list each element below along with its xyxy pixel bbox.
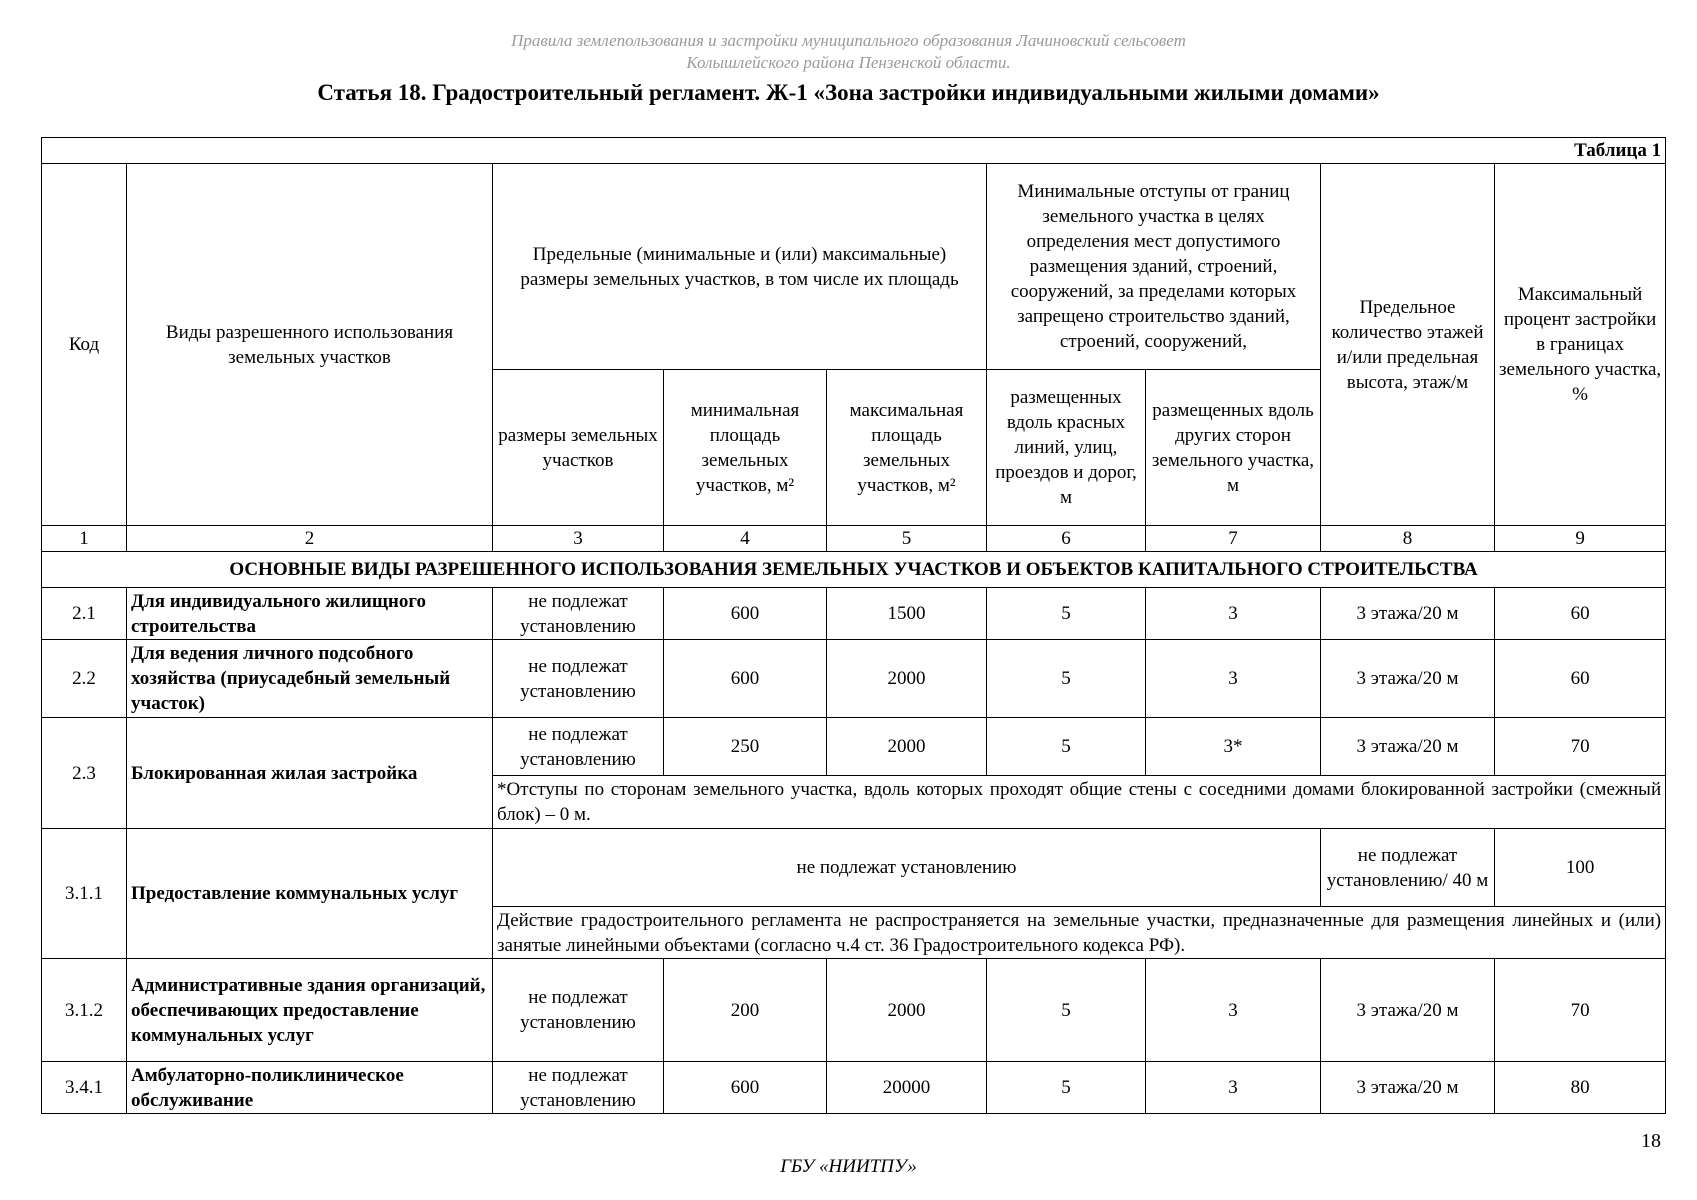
cell-code: 2.3: [42, 718, 127, 829]
cell-use: Амбулаторно-поликлиническое обслуживание: [127, 1062, 493, 1114]
col-number: 7: [1146, 526, 1321, 552]
cell-setback-red: 5: [987, 640, 1146, 718]
cell-setback-other: 3: [1146, 588, 1321, 640]
article-title: Статья 18. Градостроительный регламент. Ж-1 «Зона застройки индивидуальными жилыми домами»: [317, 80, 1380, 105]
col-number: 8: [1321, 526, 1495, 552]
cell-setback-red: 5: [987, 718, 1146, 776]
cell-setback-other: 3: [1146, 959, 1321, 1062]
header-setback-red: размещенных вдоль красных линий, улиц, проездов и дорог, м: [987, 370, 1146, 526]
column-numbers-row: [42, 526, 1666, 552]
cell-code: 2.1: [42, 588, 127, 640]
cell-max-area: 2000: [827, 718, 987, 776]
table-row: [42, 1062, 1666, 1114]
cell-setback-red: 5: [987, 588, 1146, 640]
cell-max-area: 2000: [827, 959, 987, 1062]
col-number: 2: [127, 526, 493, 552]
cell-code: 3.1.1: [42, 829, 127, 959]
table-row: [42, 829, 1666, 907]
cell-coverage: 80: [1495, 1062, 1666, 1114]
cell-merged-value: не подлежат установлению: [493, 829, 1321, 907]
col-number: 4: [664, 526, 827, 552]
cell-use: Для ведения личного подсобного хозяйства (приусадебный земельный участок): [127, 640, 493, 718]
cell-floors: 3 этажа/20 м: [1321, 640, 1495, 718]
table-row: [42, 588, 1666, 640]
cell-max-area: 2000: [827, 640, 987, 718]
header-min-area: минимальная площадь земельных участков, м²: [664, 370, 827, 526]
col-number: 3: [493, 526, 664, 552]
header-setbacks: Минимальные отступы от границ земельного участка в целях определения мест допустимого размещения зданий, строений, сооружений, за пределами которых запрещено строительство зданий, строений, сооружений,: [987, 164, 1321, 370]
cell-size: не подлежат установлению: [493, 1062, 664, 1114]
table-row: [42, 640, 1666, 718]
cell-use: Административные здания организаций, обеспечивающих предоставление коммунальных услуг: [127, 959, 493, 1062]
page-number: 18: [1641, 1130, 1661, 1152]
header-plot-size: размеры земельных участков: [493, 370, 664, 526]
table-row: [42, 959, 1666, 1062]
header-coverage: Максимальный процент застройки в границах земельного участка, %: [1495, 164, 1666, 526]
cell-note: *Отступы по сторонам земельного участка, вдоль которых проходят общие стены с соседними домами блокированной застройки (смежный блок) – 0 м.: [493, 776, 1666, 829]
cell-coverage: 60: [1495, 588, 1666, 640]
cell-min-area: 250: [664, 718, 827, 776]
cell-min-area: 200: [664, 959, 827, 1062]
cell-floors: 3 этажа/20 м: [1321, 588, 1495, 640]
cell-use: Блокированная жилая застройка: [127, 718, 493, 829]
cell-code: 3.1.2: [42, 959, 127, 1062]
cell-floors: 3 этажа/20 м: [1321, 718, 1495, 776]
cell-size: не подлежат установлению: [493, 959, 664, 1062]
cell-setback-other: 3*: [1146, 718, 1321, 776]
cell-size: не подлежат установлению: [493, 718, 664, 776]
cell-size: не подлежат установлению: [493, 640, 664, 718]
table-row: [42, 718, 1666, 776]
cell-coverage: 60: [1495, 640, 1666, 718]
cell-setback-red: 5: [987, 1062, 1146, 1114]
header-max-area: максимальная площадь земельных участков, м²: [827, 370, 987, 526]
col-number: 5: [827, 526, 987, 552]
cell-note: Действие градостроительного регламента не распространяется на земельные участки, предназначенные для размещения линейных и (или) занятые линейными объектами (согласно ч.4 ст. 36 Градостроительного кодекса РФ).: [493, 907, 1666, 959]
cell-floors: 3 этажа/20 м: [1321, 959, 1495, 1062]
cell-use: Предоставление коммунальных услуг: [127, 829, 493, 959]
cell-code: 2.2: [42, 640, 127, 718]
cell-floors: 3 этажа/20 м: [1321, 1062, 1495, 1114]
table-caption: Таблица 1: [42, 138, 1666, 164]
header-floors: Предельное количество этажей и/или предельная высота, этаж/м: [1321, 164, 1495, 526]
cell-min-area: 600: [664, 588, 827, 640]
col-number: 9: [1495, 526, 1666, 552]
cell-setback-red: 5: [987, 959, 1146, 1062]
running-header-line1: Правила землепользования и застройки муниципального образования Лачиновский сельсовет: [511, 31, 1186, 50]
regulation-table: [41, 137, 1666, 1114]
cell-min-area: 600: [664, 1062, 827, 1114]
col-number: 1: [42, 526, 127, 552]
cell-size: не подлежат установлению: [493, 588, 664, 640]
cell-max-area: 1500: [827, 588, 987, 640]
cell-max-area: 20000: [827, 1062, 987, 1114]
header-plot-limits: Предельные (минимальные и (или) максимальные) размеры земельных участков, в том числе их площадь: [493, 164, 987, 370]
cell-floors: не подлежат установлению/ 40 м: [1321, 829, 1495, 907]
header-setback-other: размещенных вдоль других сторон земельного участка, м: [1146, 370, 1321, 526]
header-code: Код: [42, 164, 127, 526]
header-use: Виды разрешенного использования земельных участков: [127, 164, 493, 526]
col-number: 6: [987, 526, 1146, 552]
cell-code: 3.4.1: [42, 1062, 127, 1114]
footer-org: ГБУ «НИИТПУ»: [780, 1156, 917, 1177]
cell-coverage: 70: [1495, 959, 1666, 1062]
cell-min-area: 600: [664, 640, 827, 718]
cell-coverage: 70: [1495, 718, 1666, 776]
section-heading: ОСНОВНЫЕ ВИДЫ РАЗРЕШЕННОГО ИСПОЛЬЗОВАНИЯ ЗЕМЕЛЬНЫХ УЧАСТКОВ И ОБЪЕКТОВ КАПИТАЛЬНОГО СТРОИТЕЛЬСТВА: [42, 552, 1666, 588]
cell-setback-other: 3: [1146, 640, 1321, 718]
cell-coverage: 100: [1495, 829, 1666, 907]
cell-setback-other: 3: [1146, 1062, 1321, 1114]
running-header-line2: Колышлейского района Пензенской области.: [686, 53, 1011, 72]
cell-use: Для индивидуального жилищного строительства: [127, 588, 493, 640]
